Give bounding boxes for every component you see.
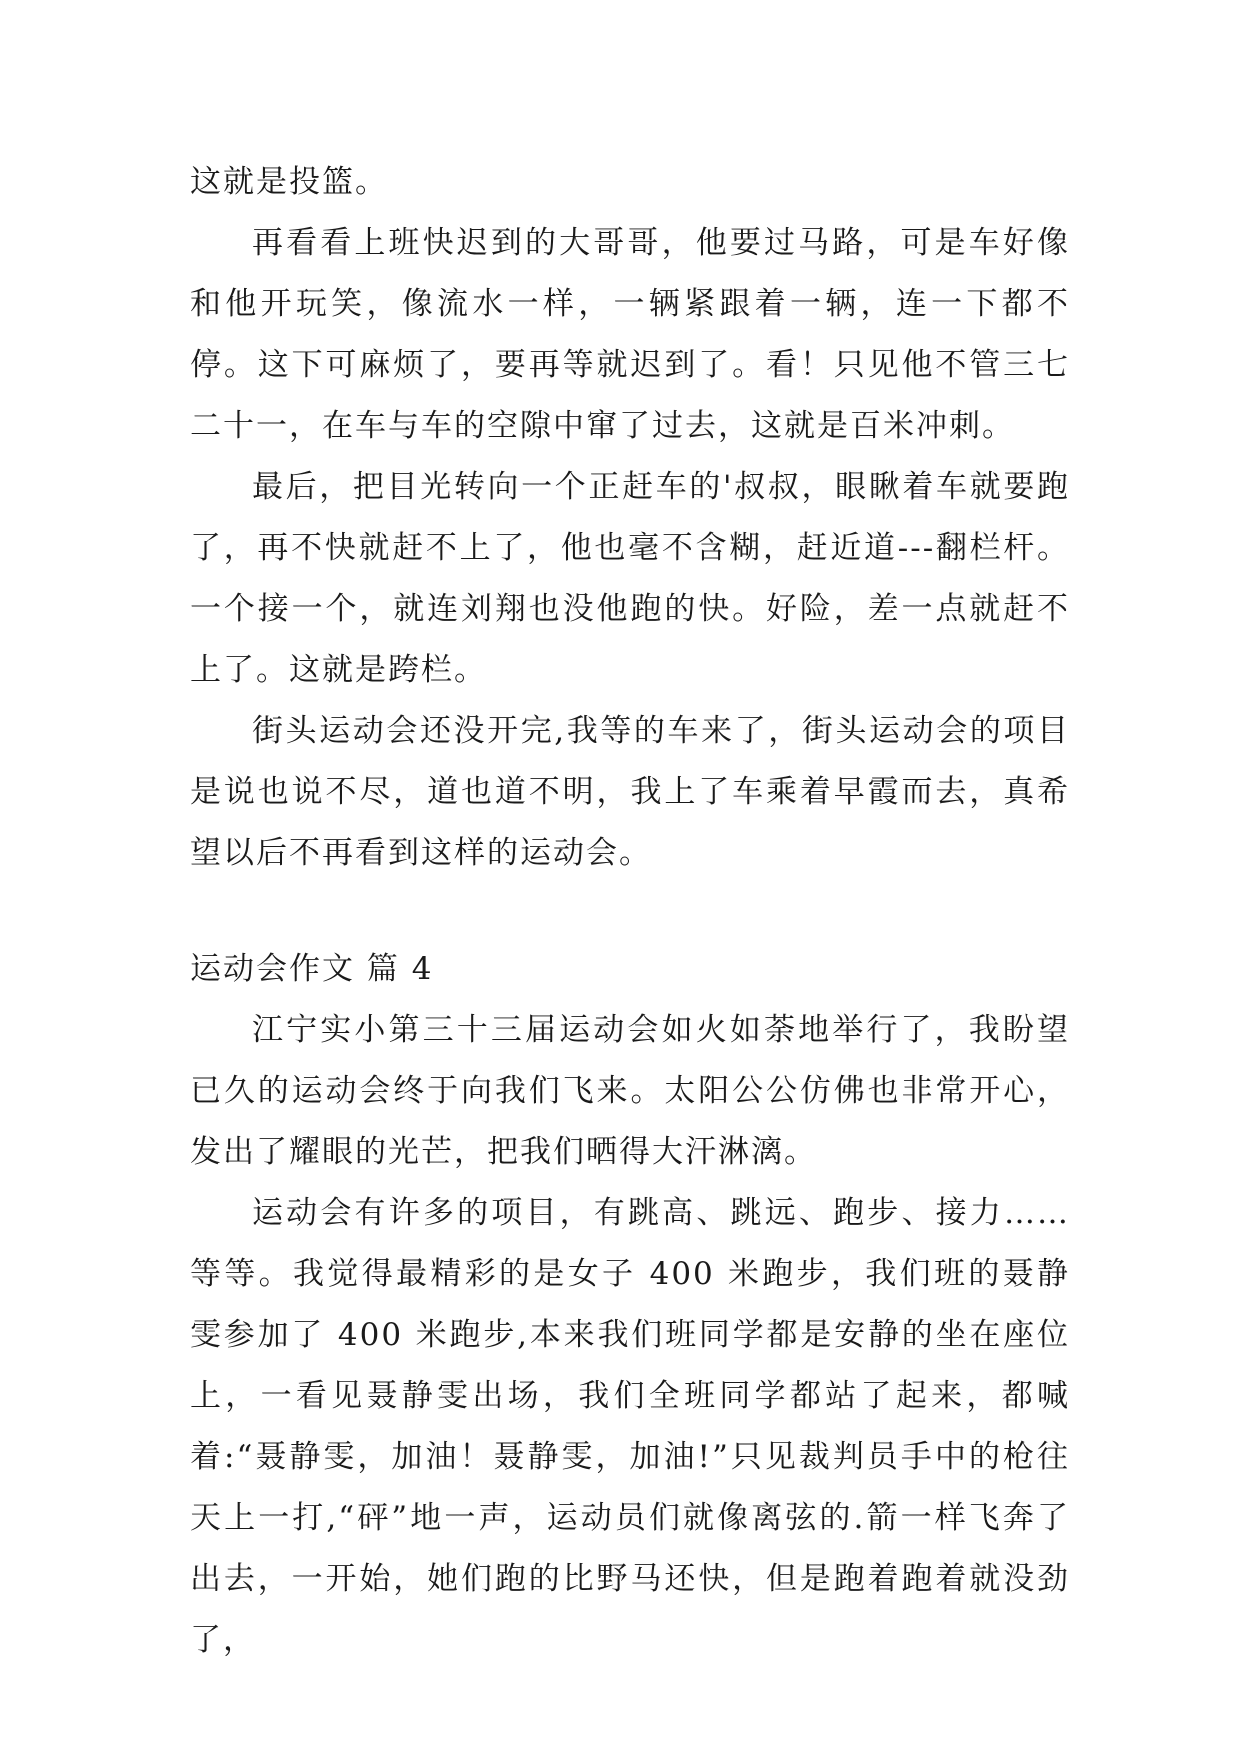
section-heading-4: 运动会作文 篇 4 [190, 951, 434, 987]
document-body [190, 152, 1070, 1671]
paragraph-section3-ending: 这就是投篮。 [190, 164, 388, 200]
paragraph-crossing-road: 再看看上班快迟到的大哥哥，他要过马路，可是车好像和他开玩笑，像流水一样，一辆紧跟着一辆，连一下都不停。这下可麻烦了，要再等就迟到了。看！只见他不管三七二十一，在车与车的空隙中窜了过去，这就是百米冲刺。 [190, 225, 1070, 444]
paragraph-400m-race: 运动会有许多的项目，有跳高、跳远、跑步、接力……等等。我觉得最精彩的是女子 400 米跑步，我们班的聂静雯参加了 400 米跑步,本来我们班同学都是安静的坐在座位上，一看见聂静雯出场，我们全班同学都站了起来，都喊着:“聂静雯，加油！聂静雯，加油!”只见裁判员手中的枪往天上一打,“砰”地一声，运动员们就像离弦的.箭一样飞奔了出去，一开始，她们跑的比野马还快，但是跑着跑着就没劲了， [190, 1195, 1070, 1658]
paragraph-street-games-end: 街头运动会还没开完,我等的车来了，街头运动会的项目是说也说不尽，道也道不明，我上了车乘着早霞而去，真希望以后不再看到这样的运动会。 [190, 713, 1070, 871]
paragraph-sports-meet-intro: 江宁实小第三十三届运动会如火如荼地举行了，我盼望已久的运动会终于向我们飞来。太阳公公仿佛也非常开心，发出了耀眼的光芒，把我们晒得大汗淋漓。 [190, 1012, 1070, 1170]
paragraph-hurdles: 最后，把目光转向一个正赶车的'叔叔，眼瞅着车就要跑了，再不快就赶不上了，他也毫不含糊，赶近道---翻栏杆。一个接一个，就连刘翔也没他跑的快。好险，差一点就赶不上了。这就是跨栏。 [190, 469, 1070, 688]
